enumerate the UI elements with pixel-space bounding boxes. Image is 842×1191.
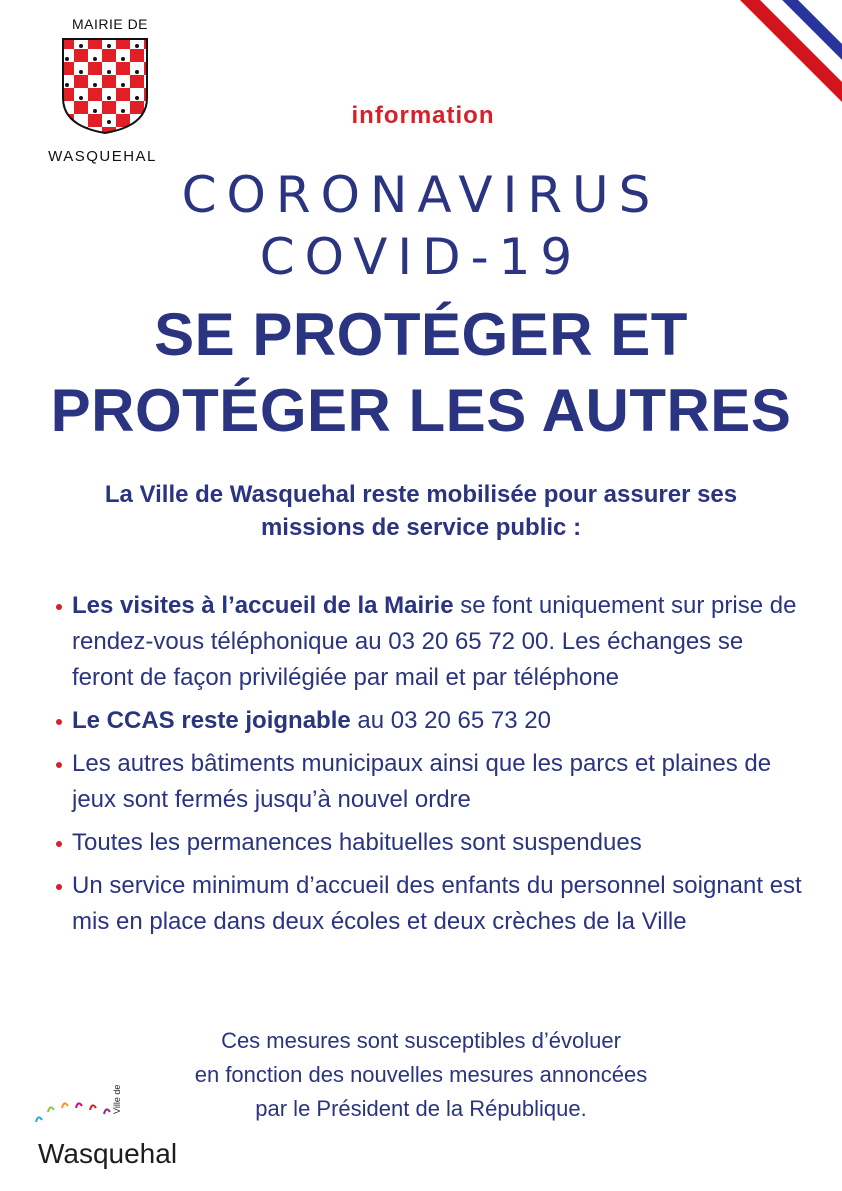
bullet-icon — [56, 762, 62, 768]
list-item: Les autres bâtiments municipaux ainsi que les parcs et plaines de jeux sont fermés jusqu’à nouvel ordre — [56, 746, 802, 818]
intro-line1: La Ville de Wasquehal reste mobilisée pour assurer ses — [104, 481, 738, 508]
headline-line1: SE PROTÉGER ET — [154, 301, 688, 368]
footer-line2: en fonction des nouvelles mesures annoncées — [194, 1062, 648, 1087]
footer-line1: Ces mesures sont susceptibles d’évoluer — [221, 1028, 621, 1053]
bullet-icon — [56, 719, 62, 725]
wasquehal-label: WASQUEHAL — [48, 148, 157, 165]
information-label: information — [351, 102, 495, 129]
intro-line2: missions de service public : — [260, 514, 582, 541]
intro-text — [40, 478, 802, 544]
headline-line2: PROTÉGER LES AUTRES — [50, 377, 792, 444]
footer-line3: par le Président de la République. — [255, 1096, 587, 1121]
title-covid19: COVID-19 — [259, 228, 583, 286]
tricolore-corner-flag — [672, 0, 842, 170]
measures-list — [56, 588, 802, 947]
mairie-label: MAIRIE DE — [71, 16, 149, 32]
list-item: Le CCAS reste joignable au 03 20 65 73 20 — [56, 703, 802, 739]
bullet-icon — [56, 884, 62, 890]
logo-ville-de: Ville de — [112, 1084, 122, 1114]
list-item: Un service minimum d’accueil des enfants du personnel soignant est mis en place dans deux écoles et deux crèches de la Ville — [56, 868, 802, 940]
bullet-icon — [56, 604, 62, 610]
bullet-icon — [56, 841, 62, 847]
title-coronavirus: CORONAVIRUS — [181, 166, 661, 224]
list-item: Toutes les permanences habituelles sont suspendues — [56, 825, 802, 861]
list-item: Les visites à l’accueil de la Mairie se font uniquement sur prise de rendez-vous téléphonique au 03 20 65 72 00. Les échanges se feront de façon privilégiée par mail et par téléphone — [56, 588, 802, 696]
logo-wordmark: Wasquehal — [38, 1138, 178, 1169]
